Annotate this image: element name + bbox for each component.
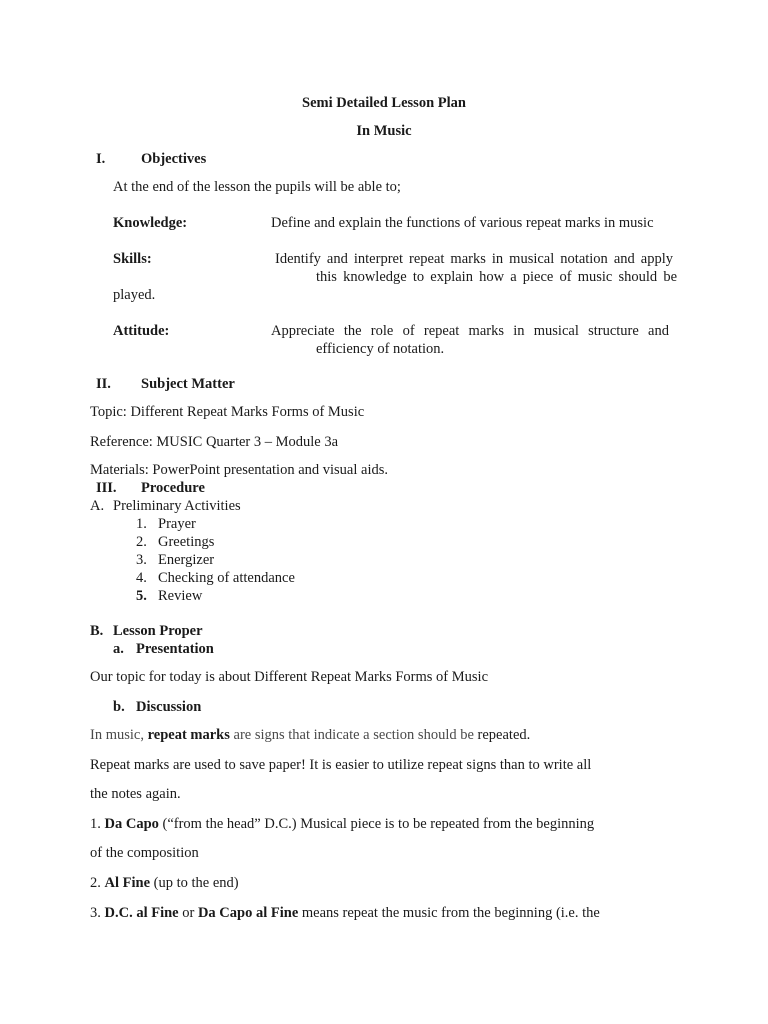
- term-dc-al-fine: D.C. al Fine: [104, 905, 179, 921]
- list-item-number: 3.: [136, 552, 147, 568]
- text-run: means repeat the music from the beginning (i.e. the: [298, 905, 600, 921]
- presentation-heading: Presentation: [136, 641, 214, 657]
- paragraph-line: of the composition: [90, 845, 199, 861]
- list-item-number: 4.: [136, 570, 147, 586]
- item-number: 3.: [90, 905, 105, 921]
- reference-line: Reference: MUSIC Quarter 3 – Module 3a: [90, 434, 339, 450]
- skills-text-line3: played.: [113, 287, 156, 303]
- term-al-fine: Al Fine: [104, 875, 151, 891]
- procedure-numeral: III.: [96, 480, 117, 496]
- materials-line: Materials: PowerPoint presentation and visual aids.: [90, 462, 389, 478]
- objectives-numeral: I.: [96, 151, 106, 167]
- discussion-heading: Discussion: [136, 699, 202, 715]
- list-item: Review: [158, 588, 203, 604]
- text-run: indicate a section should be: [313, 727, 474, 743]
- topic-line: Topic: Different Repeat Marks Forms of Music: [90, 404, 365, 420]
- list-item: Checking of attendance: [158, 570, 295, 586]
- list-item: Greetings: [158, 534, 215, 550]
- subject-matter-numeral: II.: [96, 376, 111, 392]
- paragraph-line: the notes again.: [90, 786, 181, 802]
- discussion-label: b.: [113, 699, 125, 715]
- presentation-label: a.: [113, 641, 124, 657]
- da-capo-item: [90, 815, 594, 833]
- list-item: Energizer: [158, 552, 215, 568]
- list-item: Prayer: [158, 516, 196, 532]
- knowledge-label: Knowledge:: [113, 215, 188, 231]
- list-item-number: 2.: [136, 534, 147, 550]
- skills-text-line2: this knowledge to explain how a piece of music should be: [316, 269, 677, 285]
- text-run: (up to the end): [150, 875, 239, 891]
- presentation-text: Our topic for today is about Different Repeat Marks Forms of Music: [90, 669, 488, 685]
- item-number: 1.: [90, 816, 105, 832]
- preliminary-label: A.: [90, 498, 105, 514]
- attitude-text-line1: Appreciate the role of repeat marks in musical structure and: [271, 323, 669, 339]
- lesson-proper-label: B.: [90, 623, 104, 639]
- text-run: are signs that: [229, 727, 314, 743]
- document-subtitle: In Music: [356, 123, 412, 139]
- preliminary-text: Preliminary Activities: [113, 498, 241, 514]
- text-run: or: [178, 905, 198, 921]
- objectives-intro: At the end of the lesson the pupils will be able to;: [113, 179, 401, 195]
- objectives-heading: Objectives: [141, 151, 207, 167]
- lesson-proper-heading: Lesson Proper: [113, 623, 203, 639]
- discussion-sentence: [90, 726, 530, 744]
- attitude-text-line2: efficiency of notation.: [316, 341, 445, 357]
- text-run: repeated.: [473, 727, 531, 743]
- skills-text-line1: Identify and interpret repeat marks in musical notation and apply: [275, 251, 673, 267]
- text-run: In music,: [90, 727, 148, 743]
- text-run: (“from the head” D.C.) Musical piece is to be repeated from the beginning: [158, 816, 595, 832]
- procedure-heading: Procedure: [141, 480, 205, 496]
- term-da-capo-al-fine: Da Capo al Fine: [197, 905, 299, 921]
- term-repeat-marks: repeat marks: [147, 727, 230, 743]
- knowledge-text: Define and explain the functions of various repeat marks in music: [271, 215, 654, 231]
- term-da-capo: Da Capo: [104, 816, 159, 832]
- skills-label: Skills:: [113, 251, 152, 267]
- list-item-number: 1.: [136, 516, 147, 532]
- dc-al-fine-item: [90, 904, 600, 922]
- al-fine-item: [90, 874, 239, 892]
- paragraph-line: Repeat marks are used to save paper! It is easier to utilize repeat signs than to write all: [90, 757, 592, 773]
- list-item-number: 5.: [136, 588, 147, 604]
- subject-matter-heading: Subject Matter: [141, 376, 235, 392]
- item-number: 2.: [90, 875, 105, 891]
- document-title: Semi Detailed Lesson Plan: [302, 95, 466, 111]
- attitude-label: Attitude:: [113, 323, 170, 339]
